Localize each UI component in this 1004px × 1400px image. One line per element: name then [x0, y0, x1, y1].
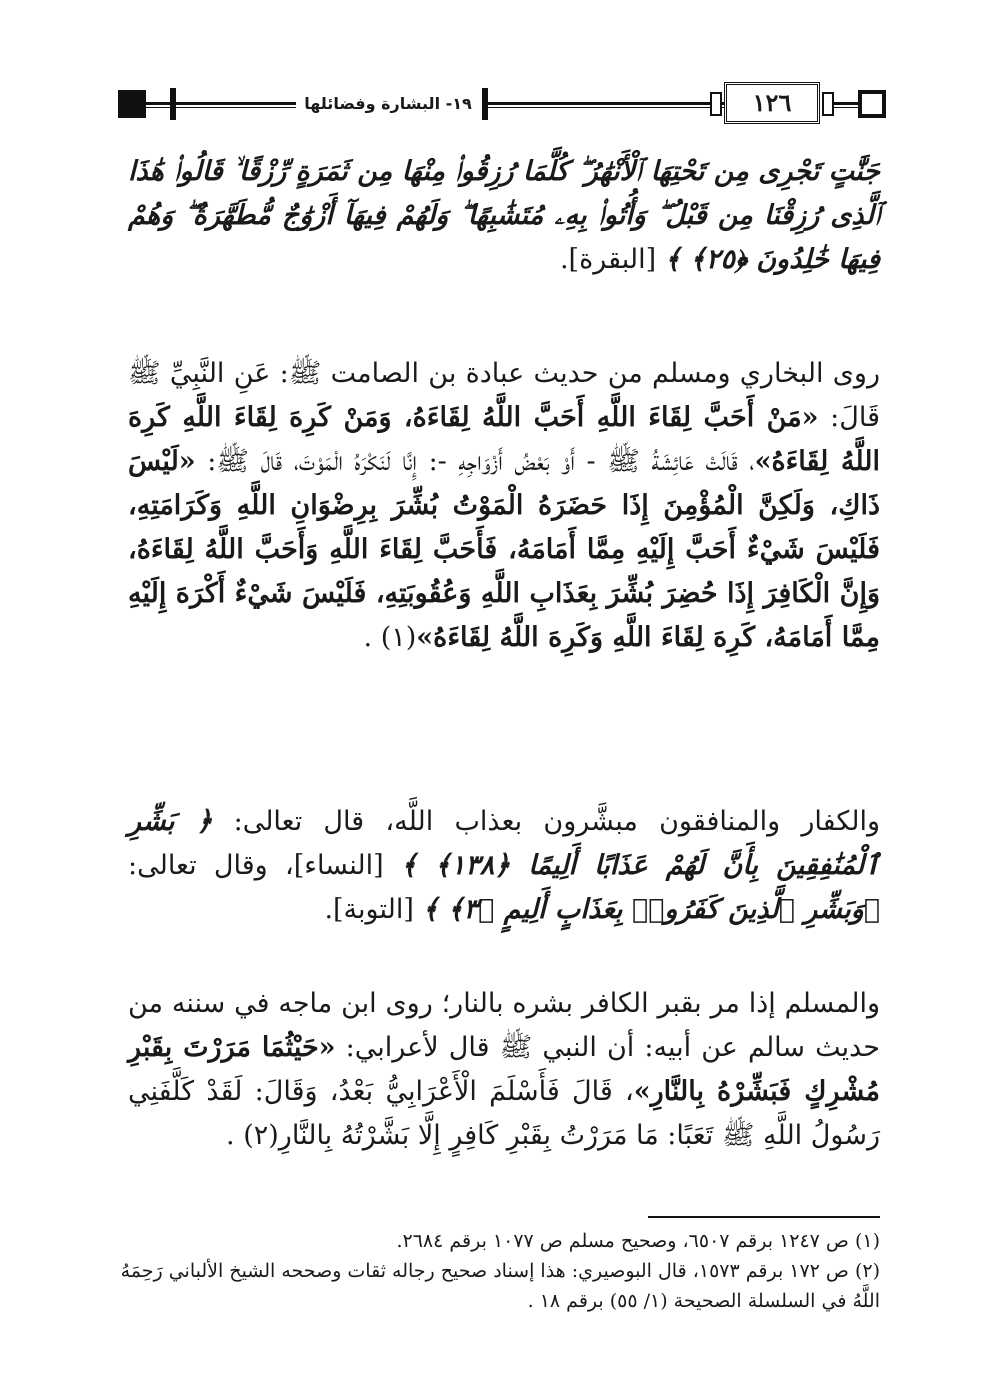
header-bar [170, 88, 176, 120]
header-rule-left [146, 102, 296, 108]
footnotes [118, 1226, 880, 1316]
header-ornament [822, 92, 834, 116]
page-number: ١٢٦ [724, 82, 820, 124]
hadith-text: «مَنْ أَحَبَّ لِقَاءَ اللَّهِ أَحَبَّ اللَّهُ لِقَاءَهُ، وَمَنْ كَرِهَ لِقَاءَ اللَّهِ كَرِهَ اللَّهُ لِقَاءَهُ» [128, 402, 880, 477]
header-rule-middle [488, 102, 724, 108]
header-square-outline [858, 90, 886, 118]
paragraph-kuffar [128, 800, 880, 932]
footnote-1: (١) ص ١٢٤٧ برقم ٦٥٠٧، وصحيح مسلم ص ١٠٧٧ برقم ٢٦٨٤. [396, 1230, 880, 1252]
header-ornament [710, 92, 722, 116]
narration-middle: ، قَالَتْ عَائِشَةُ ﷺ - أَوْ بَعْضُ أَزْوَاجِهِ -: إِنَّا لَنَكْرَهُ الْمَوْتَ، قَالَ ﷺ: [195, 446, 755, 477]
paragraph-ibn-majah [128, 982, 880, 1158]
paragraph-intro: والكفار والمنافقون مبشَّرون بعذاب اللَّه، قال تعالى: [212, 806, 880, 837]
paragraph-verse-baqara [128, 150, 880, 282]
surah-reference: [التوبة]. [324, 894, 423, 925]
quran-verse: ﴿وَبَشِّرِ ٱلَّذِينَ كَفَرُوا۟ بِعَذَابٍ أَلِيمٍ ﴿٣﴾ ﴾ [422, 894, 880, 925]
surah-reference: [النساء]، وقال تعالى: [128, 850, 401, 881]
footnote-2: (٢) ص ١٧٢ برقم ١٥٧٣، قال البوصيري: هذا إسناد صحيح رجاله ثقات وصححه الشيخ الألباني رَحِمَهُ اللَّهُ في السلسلة الصحيحة (١/ ٥٥) برقم ١٨ . [120, 1260, 880, 1312]
narration-intro: روى البخاري ومسلم من حديث عبادة بن الصامت ﷺ: عَنِ النَّبِيِّ ﷺ قَالَ: [128, 358, 880, 433]
hadith-text: «حَيْثُمَا مَرَرْتَ بِقَبْرِ مُشْرِكٍ فَبَشِّرْهُ بِالنَّارِ» [128, 1032, 880, 1107]
surah-reference: [البقرة]. [559, 244, 665, 275]
page-header [118, 84, 886, 128]
quran-verse: جَنَّٰتٍ تَجْرِى مِن تَحْتِهَا ٱلْأَنْهَٰرُ ۖ كُلَّمَا رُزِقُوا۟ مِنْهَا مِن ثَمَرَةٍ رِّزْقًا ۙ قَالُوا۟ هَٰذَا ٱلَّذِى رُزِقْنَا مِن قَبْلُ ۖ وَأُتُوا۟ بِهِۦ مُتَشَٰبِهًا ۖ وَلَهُمْ فِيهَآ أَزْوَٰجٌ مُّطَهَّرَةٌ ۖ وَهُمْ فِيهَا خَٰلِدُونَ ﴿٢٥﴾ ﴾ [128, 156, 880, 275]
header-square-filled [118, 90, 146, 118]
footnote-separator [648, 1216, 880, 1218]
paragraph [128, 352, 880, 660]
paragraph-intro: والمسلم إذا مر بقبر الكافر بشره بالنار؛ روى ابن ماجه في سننه من حديث سالم عن أبيه: أن النبي ﷺ قال لأعرابي: [128, 988, 881, 1063]
paragraph [128, 800, 880, 932]
hadith-text: «لَيْسَ ذَاكِ، وَلَكِنَّ الْمُؤْمِنَ إِذَا حَضَرَهُ الْمَوْتُ بُشِّرَ بِرِضْوَانِ اللَّهِ وَكَرَامَتِهِ، فَلَيْسَ شَيْءٌ أَحَبَّ إِلَيْهِ مِمَّا أَمَامَهُ، فَأَحَبَّ لِقَاءَ اللَّهِ وَأَحَبَّ اللَّهُ لِقَاءَهُ، وَإِنَّ الْكَافِرَ إِذَا حُضِرَ بُشِّرَ بِعَذَابِ اللَّهِ وَعُقُوبَتِهِ، فَلَيْسَ شَيْءٌ أَكْرَهَ إِلَيْهِ مِمَّا أَمَامَهُ، كَرِهَ لِقَاءَ اللَّهِ وَكَرِهَ اللَّهُ لِقَاءَهُ» [128, 446, 880, 653]
chapter-title: ١٩- البشارة وفضائلها [298, 88, 478, 120]
paragraph [128, 982, 880, 1158]
paragraph-end: ، قَالَ فَأَسْلَمَ الْأَعْرَابِيُّ بَعْدُ، وَقَالَ: لَقَدْ كَلَّفَنِي رَسُولُ اللَّهِ ﷺ تَعَبًا: مَا مَرَرْتُ بِقَبْرِ كَافِرٍ إِلَّا بَشَّرْتُهُ بِالنَّارِ(٢) . [128, 1076, 880, 1151]
quran-verse: ﴿ بَشِّرِ ٱلْمُنَٰفِقِينَ بِأَنَّ لَهُمْ عَذَابًا أَلِيمًا ﴿١٣٨﴾ ﴾ [128, 806, 881, 881]
paragraph [128, 150, 880, 282]
footnote-ref: (١) . [363, 622, 417, 653]
paragraph-hadith-bukhari [128, 352, 880, 660]
header-rule-right [834, 102, 858, 108]
